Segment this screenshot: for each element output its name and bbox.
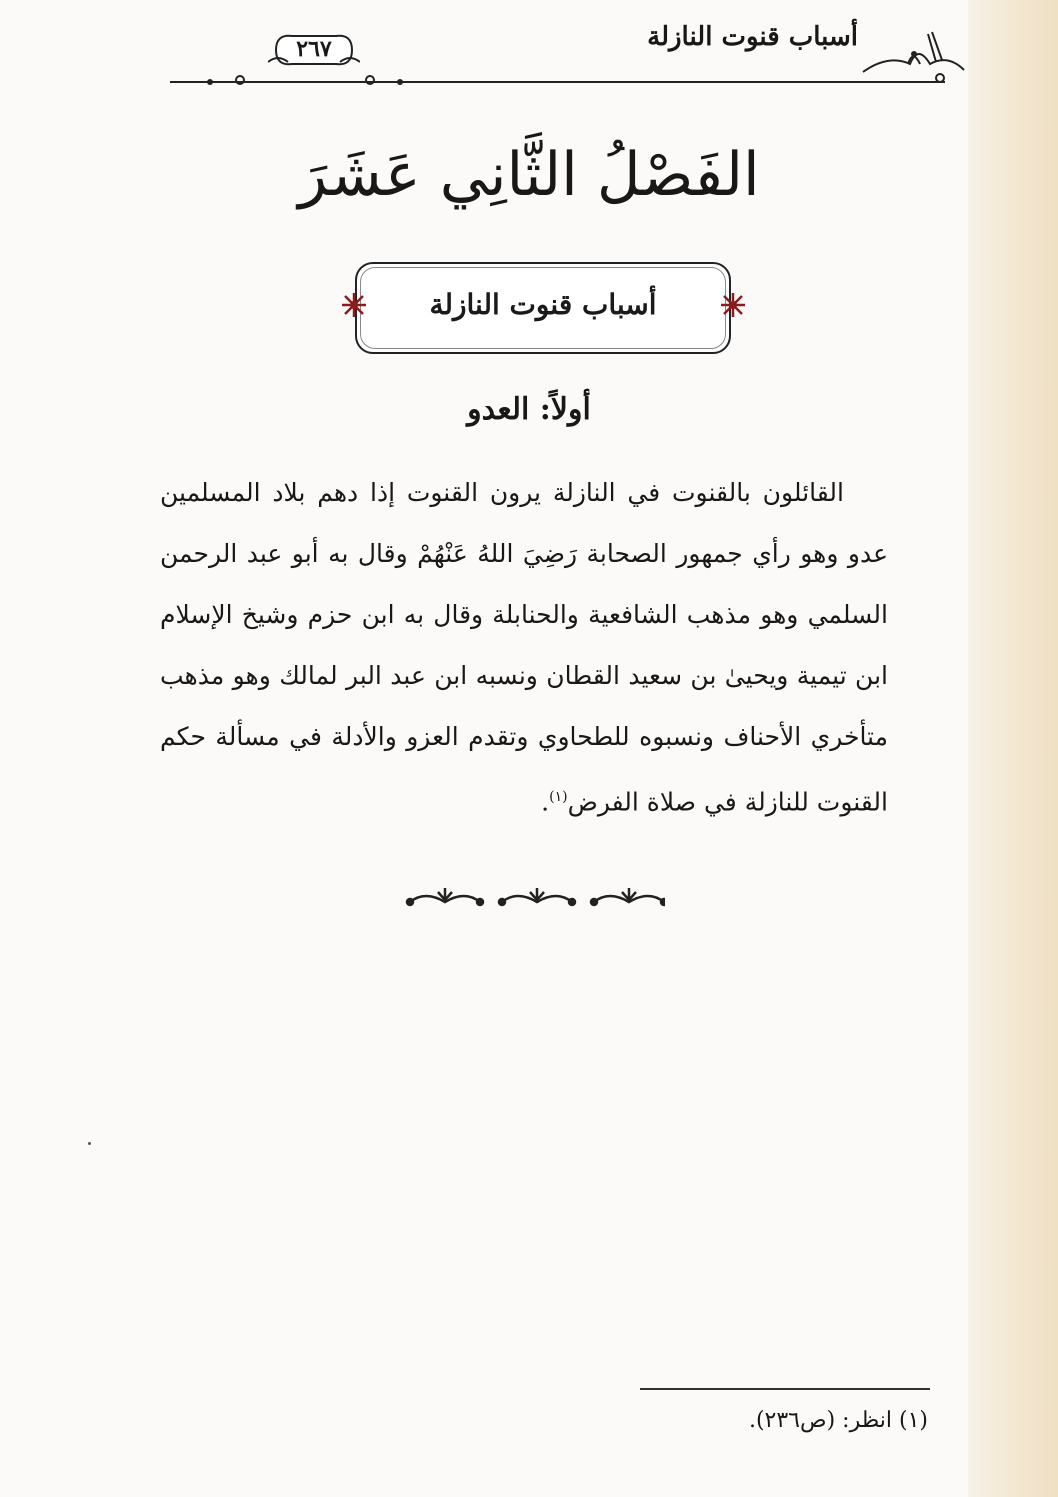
divider-ornament-icon xyxy=(405,880,665,916)
chapter-title: الفَصْلُ الثَّانِي عَشَرَ xyxy=(298,140,760,210)
body-text-end: . xyxy=(541,787,550,817)
page-number: ٢٦٧ xyxy=(296,36,332,62)
body-paragraph xyxy=(160,462,888,832)
subsection-heading: أولاً: العدو xyxy=(467,392,591,427)
footnote-rule xyxy=(640,1388,930,1390)
page-edge xyxy=(968,0,1058,1497)
body-text: القائلون بالقنوت في النازلة يرون القنوت إذا دهم بلاد المسلمين عدو وهو رأي جمهور الصحابة رَضِيَ اللهُ عَنْهُمْ وقال به أبو عبد الرحمن السلمي وهو مذهب الشافعية والحنابلة وقال به ابن حزم وشيخ الإسلام ابن تيمية ويحيىٰ بن سعيد القطان ونسبه ابن عبد البر لمالك وهو مذهب متأخري الأحناف ونسبوه للطحاوي وتقدم العزو والأدلة في مسألة حكم القنوت للنازلة في صلاة الفرض xyxy=(160,478,888,817)
speck xyxy=(88,1142,91,1145)
footnote-reference[interactable]: (١) xyxy=(549,789,568,805)
star-ornament-icon xyxy=(341,292,367,318)
star-ornament-icon xyxy=(720,292,746,318)
section-title: أسباب قنوت النازلة xyxy=(429,288,657,321)
running-title: أسباب قنوت النازلة xyxy=(647,22,858,52)
footnote: (١) انظر: (ص٢٣٦). xyxy=(748,1408,928,1433)
